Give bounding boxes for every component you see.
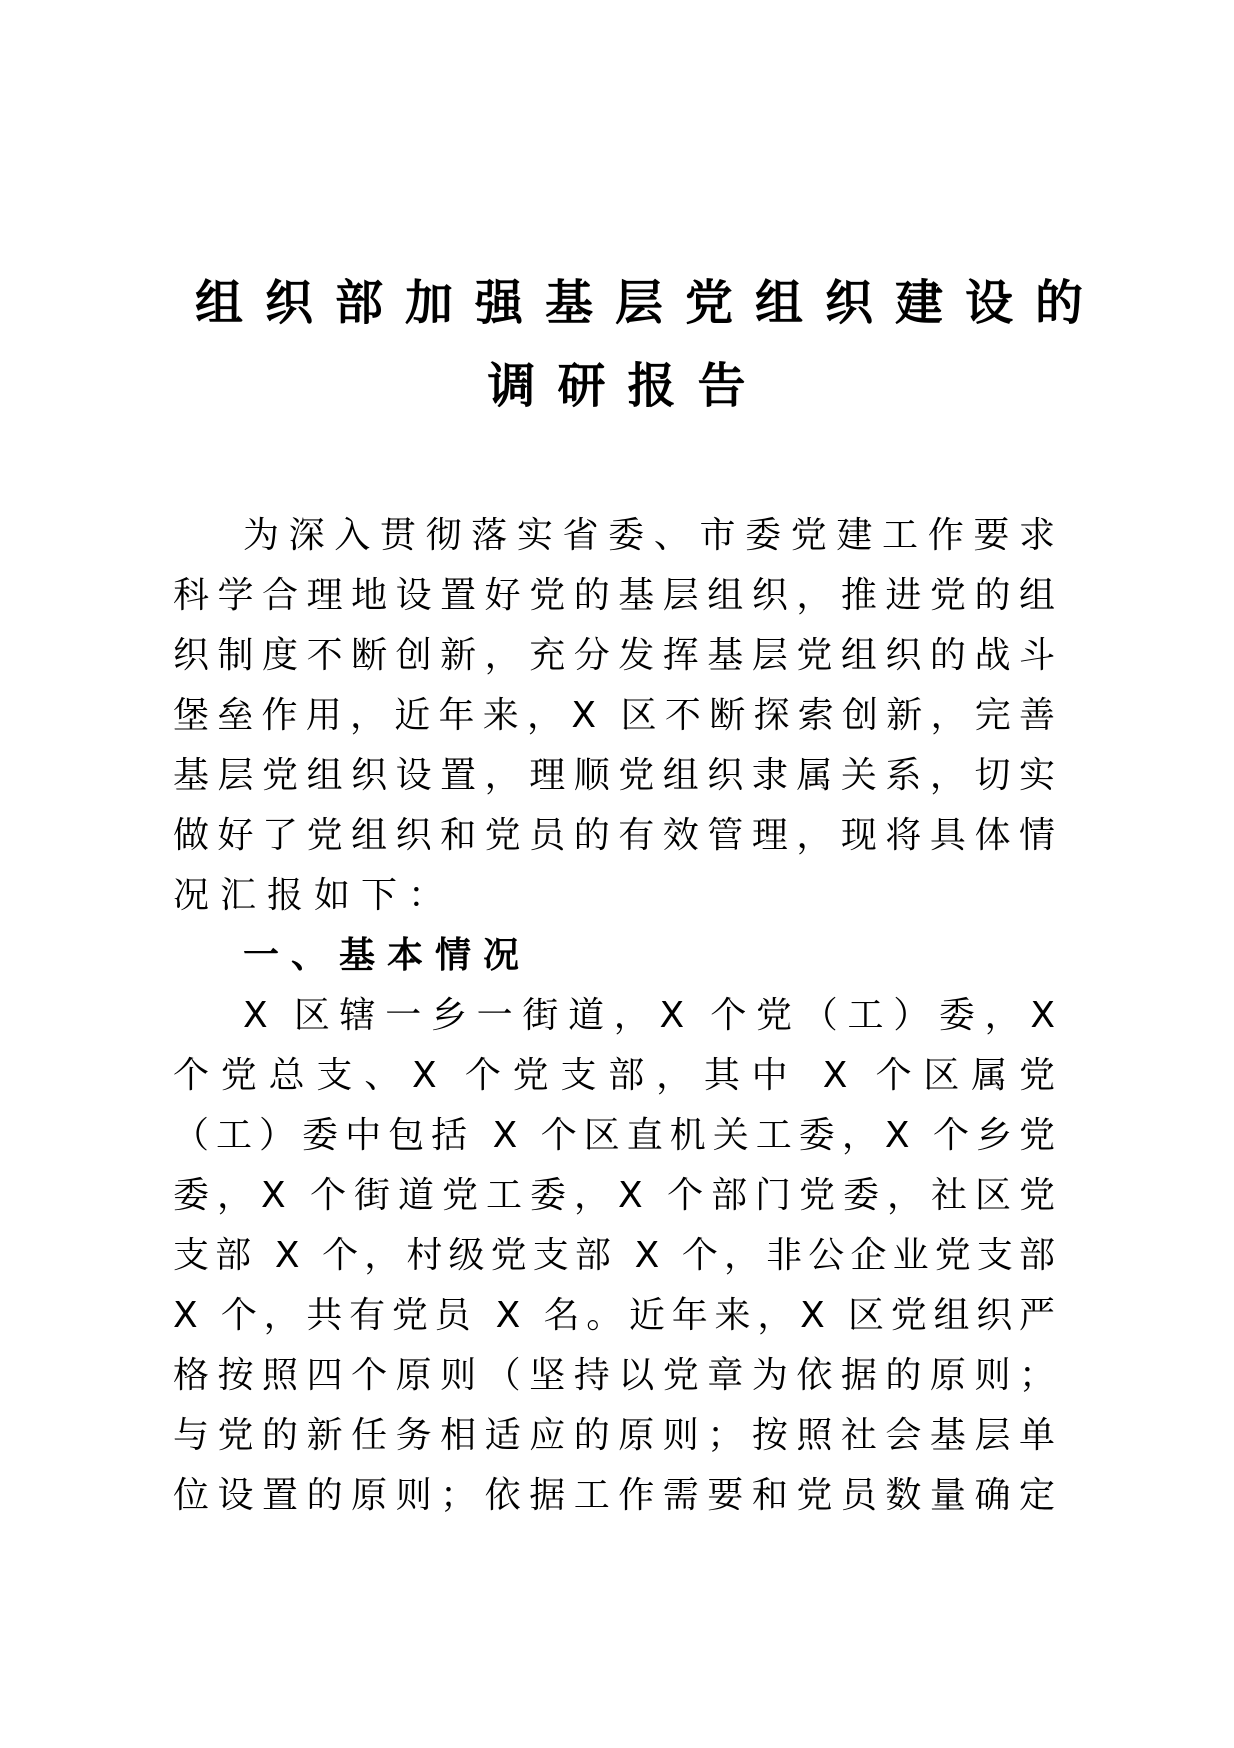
- paragraph-2-line: 个党总支、X 个党支部，其中 X 个区属党: [173, 1055, 1060, 1096]
- paragraph-2-line: X 个，共有党员 X 名。近年来，X 区党组织严: [173, 1295, 1060, 1336]
- paragraph-2-line: X 区辖一乡一街道，X 个党（工）委，X: [243, 995, 1060, 1036]
- paragraph-2-line: 位设置的原则；依据工作需要和党员数量确定: [173, 1475, 1060, 1516]
- paragraph-1-line: 为深入贯彻落实省委、市委党建工作要求: [243, 515, 1060, 556]
- document-body: [173, 506, 1060, 1526]
- report-title-line-2: 调研报告: [487, 358, 768, 414]
- paragraph-1-line: 织制度不断创新，充分发挥基层党组织的战斗: [173, 635, 1060, 676]
- paragraph-2-line: 与党的新任务相适应的原则；按照社会基层单: [173, 1415, 1060, 1456]
- paragraph-2-line: 支部 X 个，村级党支部 X 个，非公企业党支部: [173, 1235, 1060, 1276]
- paragraph-1-line: 堡垒作用，近年来，X 区不断探索创新，完善: [173, 695, 1060, 736]
- paragraph-1-line: 做好了党组织和党员的有效管理，现将具体情: [173, 815, 1060, 856]
- report-title-line-1: 组织部加强基层党组织建设的: [195, 275, 1106, 331]
- paragraph-2-line: （工）委中包括 X 个区直机关工委，X 个乡党: [173, 1115, 1060, 1156]
- section-heading-1: 一、基本情况: [243, 935, 532, 976]
- paragraph-1-line: 科学合理地设置好党的基层组织，推进党的组: [173, 575, 1060, 616]
- paragraph-2-line: 格按照四个原则（坚持以党章为依据的原则；: [173, 1355, 1060, 1396]
- paragraph-1-line: 况汇报如下：: [173, 875, 456, 916]
- paragraph-2-line: 委，X 个街道党工委，X 个部门党委，社区党: [173, 1175, 1060, 1216]
- paragraph-1-line: 基层党组织设置，理顺党组织隶属关系，切实: [173, 755, 1060, 796]
- report-title: [173, 262, 1106, 428]
